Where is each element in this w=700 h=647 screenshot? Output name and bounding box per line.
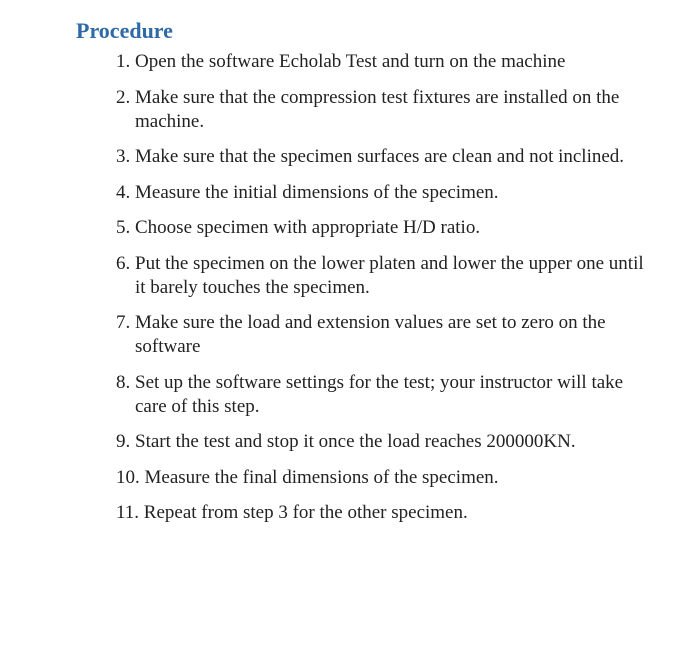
- step-number: 7.: [116, 312, 131, 333]
- step-number: 2.: [116, 86, 131, 108]
- step-number: 3.: [116, 146, 131, 167]
- step-text: Put the specimen on the lower platen and lower the upper one until it barely touches the specimen.: [135, 252, 644, 298]
- step-number: 6.: [116, 252, 131, 274]
- step-text: Open the software Echolab Test and turn on the machine: [135, 51, 566, 72]
- procedure-step-10: [116, 466, 656, 490]
- section-heading: Procedure: [76, 18, 173, 43]
- procedure-step-4: [116, 181, 656, 205]
- procedure-step-11: [116, 501, 656, 525]
- procedure-step-7: [116, 311, 656, 359]
- step-text: Make sure that the specimen surfaces are clean and not inclined.: [135, 146, 625, 167]
- procedure-step-5: [116, 216, 656, 240]
- step-number: 5.: [116, 217, 131, 238]
- step-text: Set up the software settings for the test; your instructor will take care of this step.: [135, 371, 624, 417]
- procedure-step-6: [116, 252, 656, 300]
- step-text: Measure the final dimensions of the specimen.: [144, 466, 499, 488]
- step-number: 8.: [116, 371, 131, 393]
- step-text: Measure the initial dimensions of the specimen.: [135, 181, 499, 203]
- step-number: 11.: [116, 502, 140, 523]
- step-text: Make sure the load and extension values are set to zero on the software: [135, 312, 606, 357]
- procedure-step-1: [116, 50, 656, 74]
- procedure-step-8: [116, 371, 656, 419]
- procedure-list: [116, 50, 656, 537]
- step-number: 9.: [116, 431, 131, 452]
- step-number: 1.: [116, 51, 131, 72]
- step-text: Repeat from step 3 for the other specimen.: [143, 502, 468, 523]
- step-text: Choose specimen with appropriate H/D ratio.: [135, 217, 481, 238]
- step-number: 10.: [116, 466, 140, 488]
- procedure-step-3: [116, 145, 656, 169]
- step-text: Make sure that the compression test fixtures are installed on the machine.: [135, 86, 620, 132]
- step-number: 4.: [116, 181, 131, 203]
- procedure-step-2: [116, 86, 656, 134]
- procedure-step-9: [116, 430, 656, 454]
- step-text: Start the test and stop it once the load reaches 200000KN.: [135, 431, 576, 452]
